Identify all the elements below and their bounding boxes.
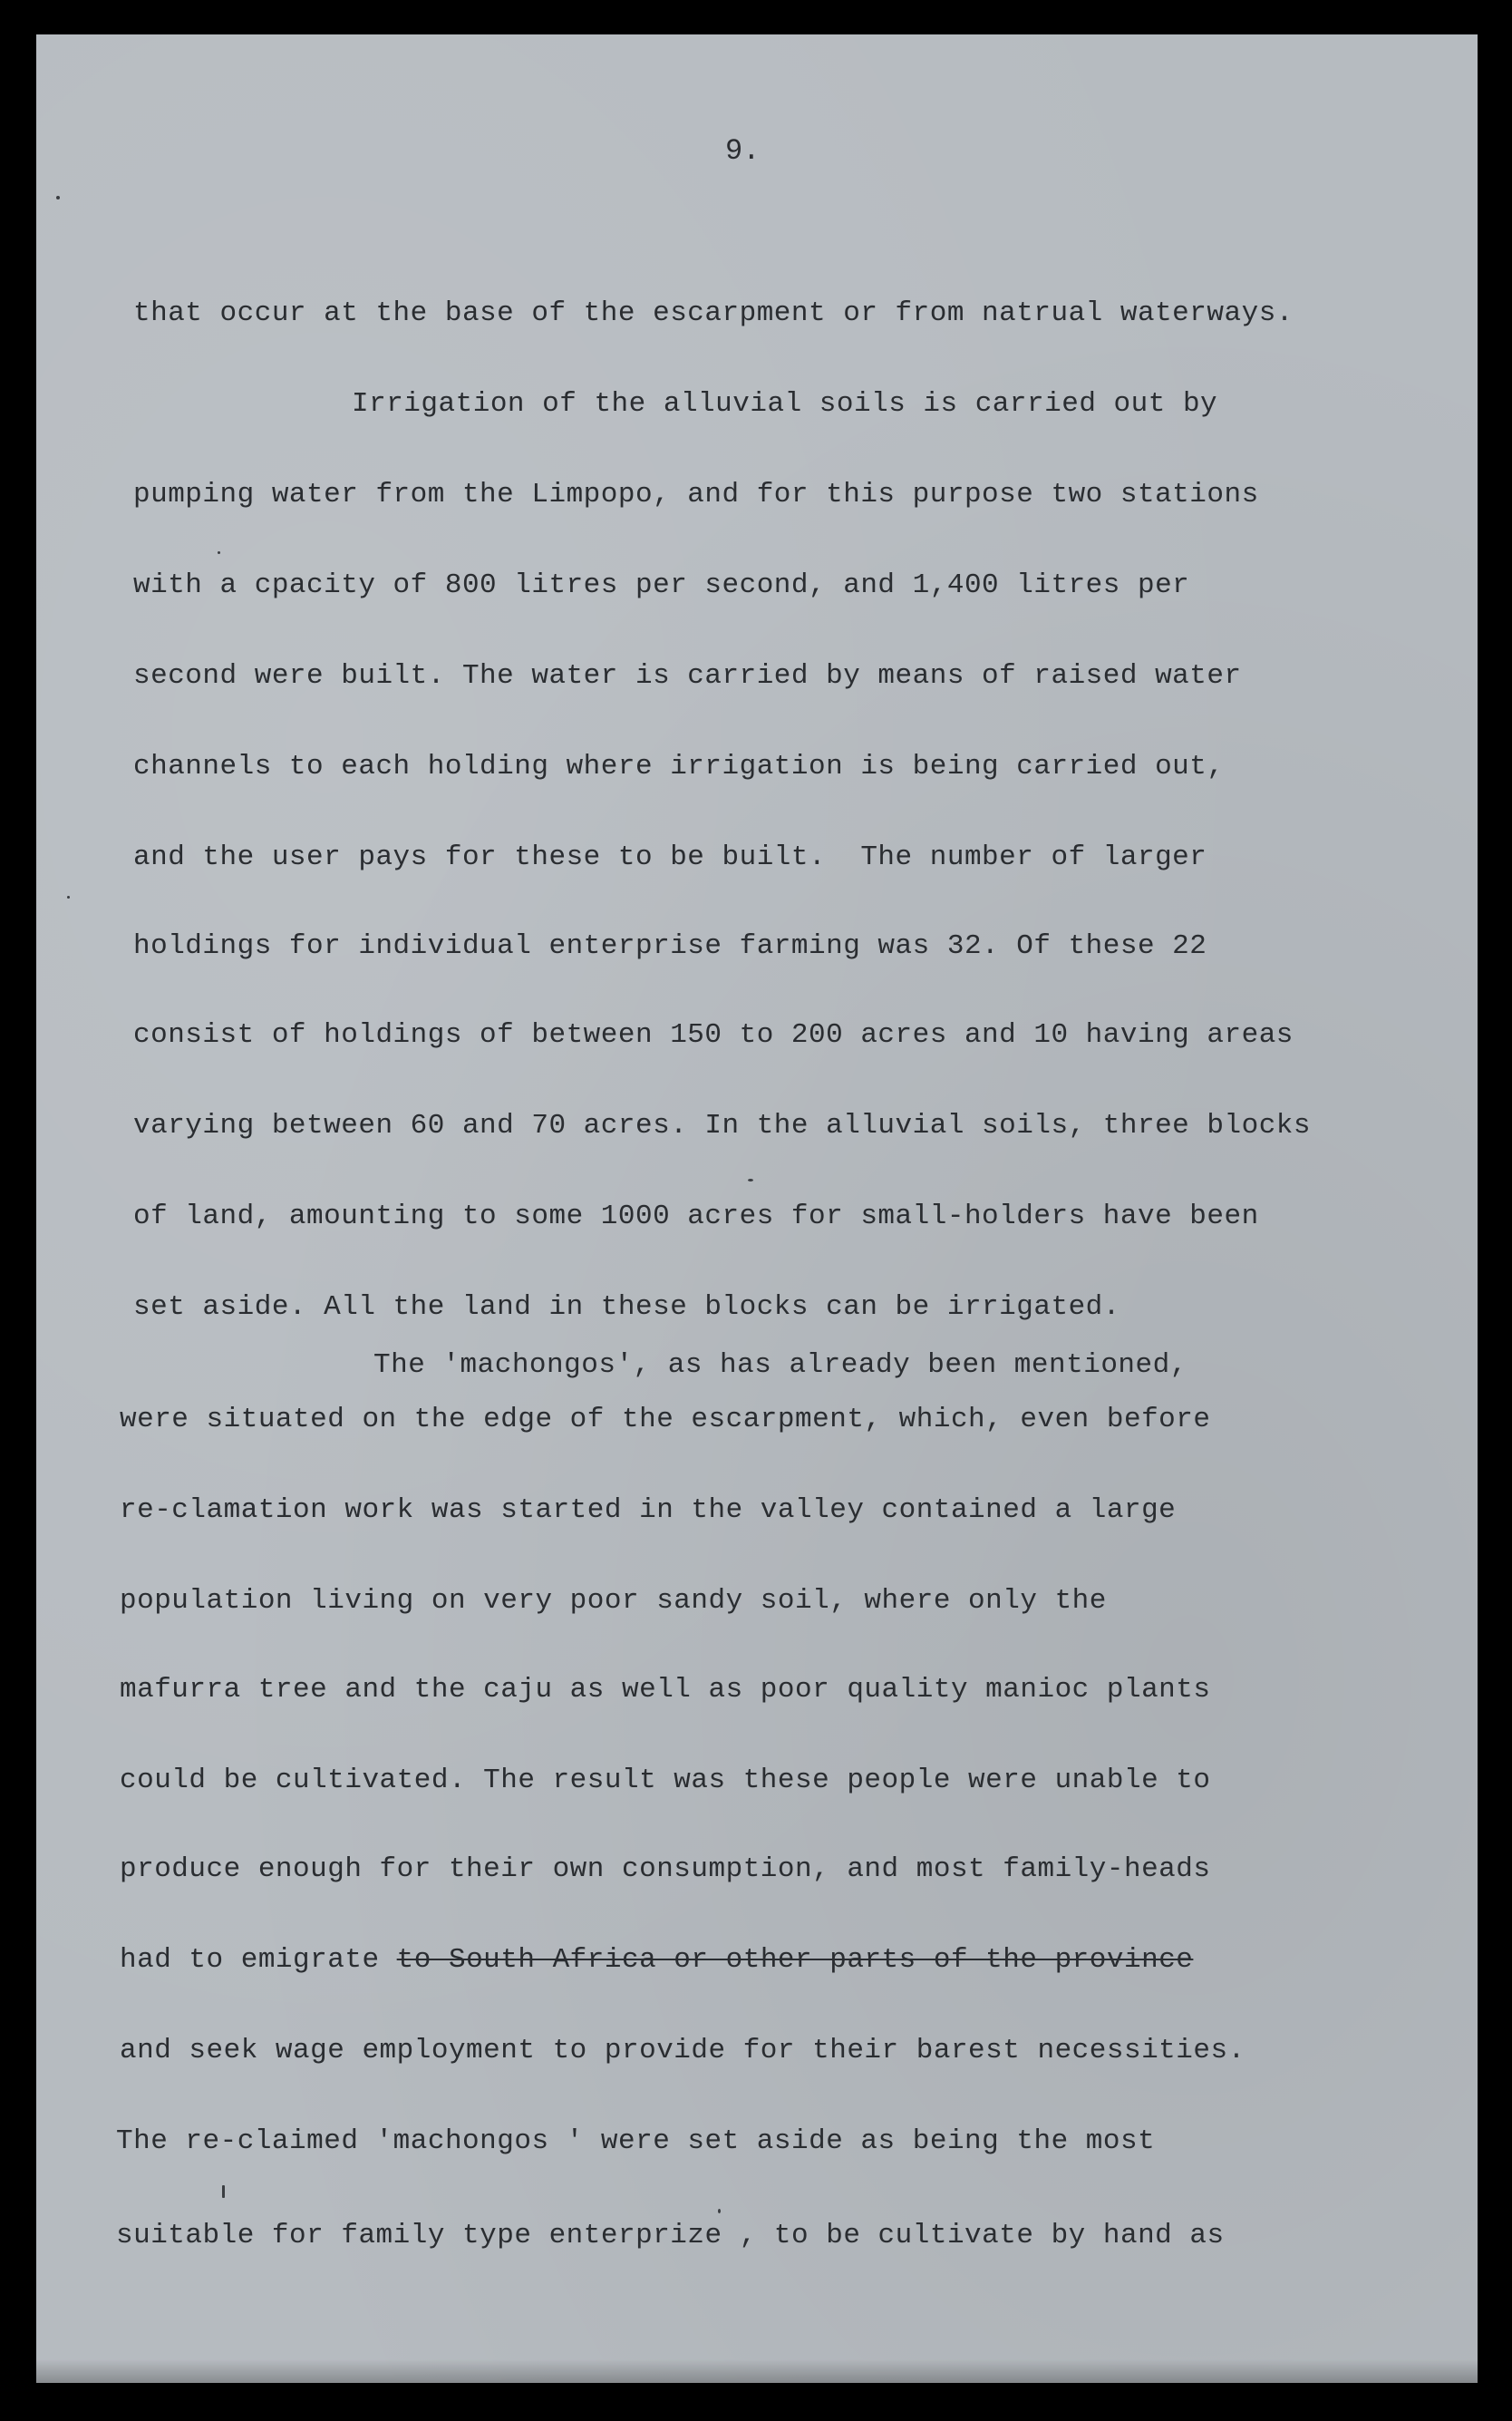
page-number: 9. — [725, 134, 761, 168]
text-line-22: The re-claimed 'machongos ' were set aside as being the most — [116, 2125, 1156, 2157]
text-line-8: holdings for individual enterprise farming was 32. Of these 22 — [133, 930, 1207, 962]
text-line-21: and seek wage employment to provide for their barest necessities. — [120, 2035, 1245, 2066]
text-line-3: pumping water from the Limpopo, and for this purpose two stations — [133, 479, 1259, 510]
text-line-12: set aside. All the land in these blocks can be irrigated. — [133, 1291, 1120, 1323]
ink-speck — [222, 2185, 225, 2198]
text-line-18: could be cultivated. The result was these people were unable to — [120, 1765, 1211, 1796]
text-line-7: and the user pays for these to be built. The number of larger — [133, 841, 1207, 873]
text-line-20-start: had to emigrate — [120, 1944, 397, 1976]
typewritten-page — [36, 34, 1478, 2383]
text-line-2: Irrigation of the alluvial soils is carried out by — [352, 388, 1218, 420]
page-edge-shadow — [36, 2359, 1478, 2383]
struck-through-text: to South Africa or other parts of the province — [396, 1944, 1194, 1976]
text-line-10: varying between 60 and 70 acres. In the alluvial soils, three blocks — [133, 1110, 1312, 1142]
text-line-5: second were built. The water is carried by means of raised water — [133, 660, 1242, 692]
text-line-20 — [120, 1944, 1193, 1976]
ink-speck — [218, 551, 220, 554]
text-line-14: were situated on the edge of the escarpment, which, even before — [120, 1404, 1211, 1435]
text-line-4: with a cpacity of 800 litres per second, and 1,400 litres per — [133, 569, 1190, 601]
text-line-19: produce enough for their own consumption, and most family-heads — [120, 1853, 1211, 1885]
ink-speck — [718, 2209, 721, 2213]
ink-speck — [748, 1179, 753, 1181]
ink-speck — [67, 896, 70, 899]
text-line-17: mafurra tree and the caju as well as poor quality manioc plants — [120, 1674, 1211, 1706]
text-line-23: suitable for family type enterprize , to be cultivate by hand as — [116, 2220, 1225, 2251]
text-line-13: The 'machongos', as has already been mentioned, — [373, 1349, 1187, 1381]
text-line-9: consist of holdings of between 150 to 200 acres and 10 having areas — [133, 1019, 1294, 1051]
ink-speck — [56, 196, 60, 199]
text-line-15: re-clamation work was started in the valley contained a large — [120, 1494, 1177, 1526]
text-line-16: population living on very poor sandy soil, where only the — [120, 1585, 1107, 1617]
text-line-6: channels to each holding where irrigation is being carried out, — [133, 751, 1225, 783]
text-line-1: that occur at the base of the escarpment or from natrual waterways. — [133, 297, 1294, 329]
text-line-11: of land, amounting to some 1000 acres for small-holders have been — [133, 1201, 1259, 1232]
